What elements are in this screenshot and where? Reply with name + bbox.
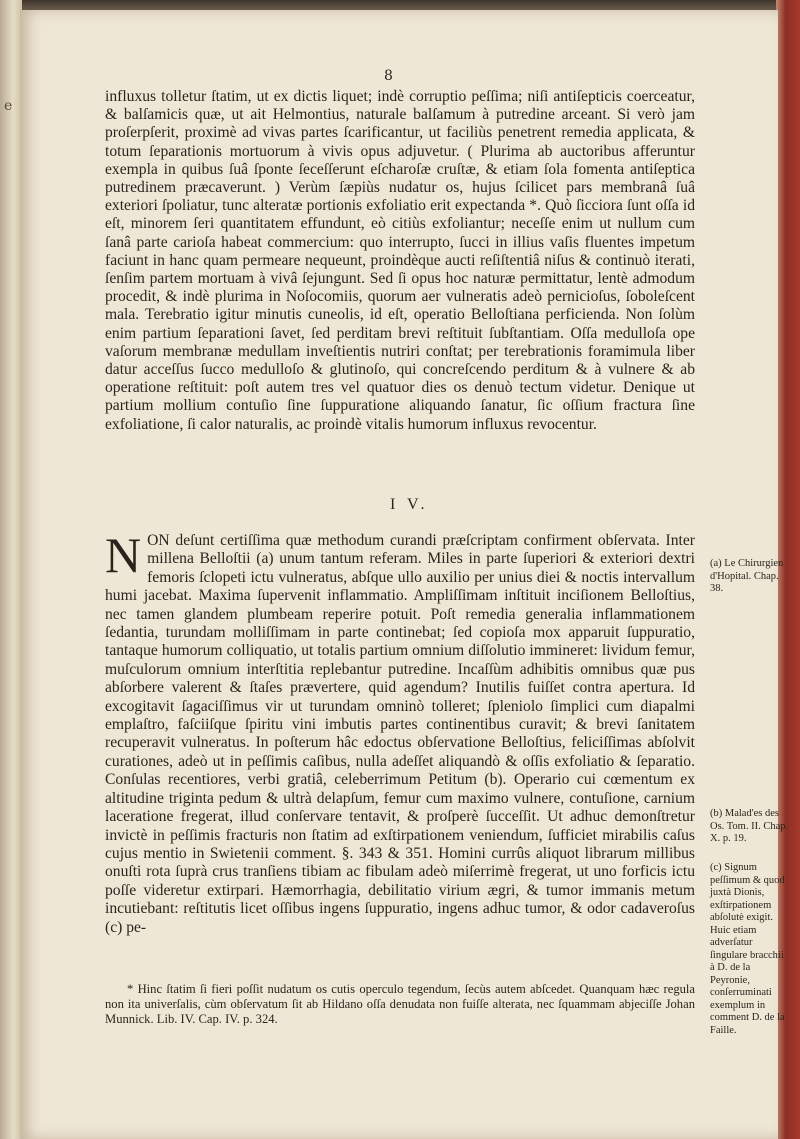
paragraph-text: ON deſunt certiſſima quæ methodum curandi præſcriptam confirment obſervata. Inter millena Belloſtii (a) unum tantum referam. Miles in parte ſuperiori & exteriori dextri femoris ſclopeti ictu vulneratus, abſque ullo auxilio per unius diei & noctis intervallum humi jacebat. Maxima ſupervenit inflammatio. Ampliſſimam inſtituit inciſionem Belloſtius, nec tamen glandem plumbeam reperire potuit. Poſt remedia generalia inflammationem ſedantia, turundam molliſſimam in parte continebat; ſed copioſa mox apparuit ſuppuratio, tantaque humorum colliquatio, ut totalis partium omnium diſſolutio immineret: lividum femur, muſculorum omnium interſtitia replebantur putredine. Incaſſùm adhibitis omnibus quæ pus abſorbere valerent & ſtaſes prævertere, quid agendum? Inutilis fuiſſet contra apertura. Id excogitavit ſagaciſſimus vir ut turundam omninò tolleret; ſpleniolo ſimplici cum diapalmi emplaſtro, faſciiſque ſpiritu vini imbutis partes continentibus curavit; & brevi ſanitatem recuperavit vulneratus. In poſterum hâc edoctus obſervatione Belloſtius, feliciſſimas abſolvit curationes, adeò ut in peſſimis caſibus, nulla adeſſet aliquandò & oſſis exfoliatio & ſeparatio. Conſulas recentiores, verbi gratiâ, celeberrimum Petitum (b). Operario cui cœmentum ex altitudine triginta pedum & ultrà delapſum, femur cum maximo vulnere, contuſione, carnium laceratione fregerat, illud conſervare tentavit, & proſperè ſucceſſit. Ut adhuc demonſtretur invictè in peſſimis fracturis non ſtatim ad exſtirpationem veniendum, ſufficiet mirabilis caſus cujus mentio in Swietenii comment. §. 343 & 351. Homini currûs aliquot librarum millibus onuſti rota ſuprà crus tranſiens tibiam ac fibulam adeò miſerrimè fregerat, ut uno forficis ictu poſſe videretur extirpari. Hæmorrhagia, debilitatio virium ægri, & tumor immanis metum incutiebant: reſtitutis licet oſſibus ingens ſuppuratio, ingens adhuc tumor, & odor cadaveroſus (c) pe- (105, 532, 695, 936)
paragraph-text: influxus tolletur ſtatim, ut ex dictis liquet; indè corruptio peſſima; niſi antiſepticis coerceatur, & balſamicis quæ, ut ait Helmontius, naturale balſamum à putredine arceant. Si verò jam proſerpſerit, proximè ad vivas partes ſcarificantur, ut faciliùs penetrent remedia applicata, & totum ſeparationis mortuorum à vivis opus adjuvetur. ( Plurima ab auctoribus afferuntur exempla in quibus ſuâ ſponte ſeceſſerunt eſcharoſæ cruſtæ, & etiam ſola fomenta antiſeptica putredinem præcaverunt. ) Verùm ſæpiùs nudatur os, hujus ſcilicet pars membranâ ſuâ exteriori ſpoliatur, tunc alteratæ portionis exfoliatio erit expectanda *. Quò ſicciora ſunt oſſa id eſt, minorem ſeri quantitatem effundunt, eò citiùs exfoliantur; neceſſe enim ut nullum cum ſanâ parte carioſa habeat commercium: quo interrupto, ſucci in illius vaſis fluentes impetum faciunt in hanc quam permeare nequeunt, proindèque aucti reſiſtentiâ niſus & continuò iterati, ſenſim partem mortuam à vivâ ſejungunt. Sed ſi opus hoc naturæ permittatur, lentè admodum procedit, & indè plurima in Noſocomiis, quorum aer vulneratis adeò pernicioſus, ſoboleſcent mala. Terebratio igitur minutis cuneolis, id eſt, operatio Belloſtiana perficienda. Non ſolùm enim partium ſeparationi ſavet, ſed perditam brevi reſtituit ſubſtantiam. Oſſa medulloſa ope vaſorum membranæ medullam inveſtientis nutriri conſtat; per terebrationis foramimula liber datur acceſſus ſucco medulloſo & glutinoſo, qui concreſcendo perditum & à vulnere & ab operatione reſtituit: poſt autem tres vel quatuor dies os denuò tectum videtur. Denique ut partium mollium contuſio ſine ſuppuratione aliquando ſanatur, ſic oſſium fractura ſine exfoliatione, ſi calor naturalis, ac proindè vitalis humorum influxus revocentur. (105, 88, 695, 433)
side-note-a (710, 558, 790, 596)
side-note-text: (b) Malad'es des Os. Tom. II. Chap. X. p. 19. (710, 808, 789, 844)
paragraph-section-iv (105, 527, 695, 937)
drop-cap: N (105, 527, 142, 583)
side-note-c (710, 862, 790, 1037)
page-number: 8 (384, 68, 393, 84)
side-note-text: (a) Le Chirurgien d'Hopital. Chap. 38. (710, 558, 784, 594)
side-note-b (710, 808, 790, 846)
footnote: * Hinc ſtatim ſi fieri poſſit nudatum os cutis operculo tegendum, ſecùs autem abſcedet. Quanquam hæc regula non ita univerſalis, cùm obſervatum ſit ab Hildano oſſa denudata non fuiſſe alterata, nec ſquammam abjeciſſe Johan Munnick. Lib. IV. Cap. IV. p. 324. (105, 982, 695, 1026)
section-heading: I V. (390, 496, 429, 513)
margin-mark: e (4, 98, 13, 114)
book-page (4, 10, 789, 1139)
left-page-edges (0, 0, 22, 1139)
side-note-text: (c) Signum peſſimum & quod juxtà Dionis, exſtirpationem abſolutè exigit. Huic etiam adverſatur ſingulare bracchii à D. de la Peyronie, conſerruminati exemplum in comment D. de la Faille. (710, 862, 785, 1036)
paragraph-continued (105, 88, 695, 434)
